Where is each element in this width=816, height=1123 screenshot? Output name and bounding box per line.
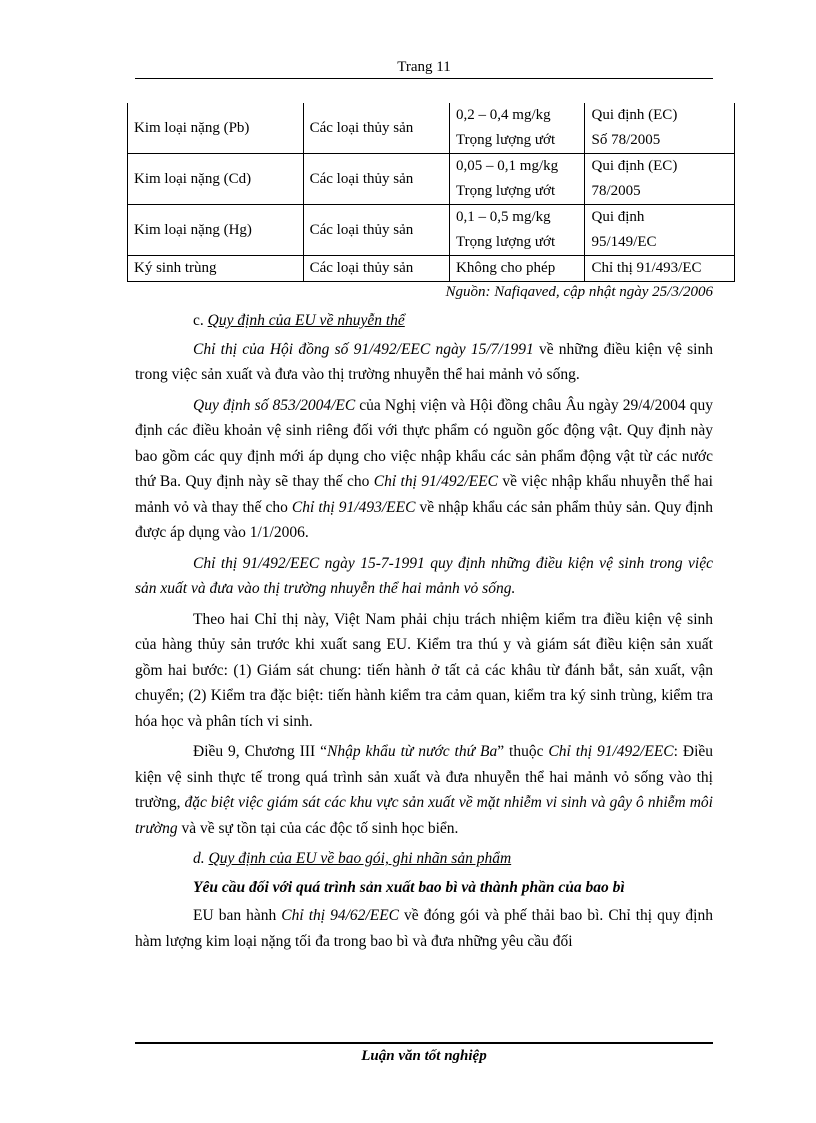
paragraph-text: Điều 9, Chương III “ [193,743,328,760]
limit-basis: Trọng lượng ướt [456,132,556,148]
regulation-cell [585,205,735,256]
paragraph-article-9 [135,739,713,841]
paragraph-directive-94-62 [135,903,713,954]
paragraph-text: Theo hai Chỉ thị này, Việt Nam phải chịu trách nhiệm kiểm tra điều kiện vệ sinh của hàng thủy sản trước khi xuất sang EU. Kiểm tra thú y và giám sát điều kiện sản xuất gồm hai bước: (1) Giám sát chung: tiến hành ở tất cả các khâu từ đánh bắt, sản xuất, vận chuyển; (2) Kiểm tra đặc biệt: tiến hành kiểm tra cảm quan, kiểm tra ký sinh trùng, kiểm tra hóa học và phân tích vi sinh. [135,610,713,730]
paragraph-directive-91-492 [135,337,713,388]
paragraph-text: về việc nhập khẩu nhuyễn thể hai mảnh vỏ và thay thế cho [135,473,713,516]
regulation-cell [585,103,735,154]
limit-basis: Trọng lượng ướt [456,183,556,199]
subsection-heading [135,875,713,901]
paragraph-text: về những điều kiện vệ sinh trong việc sản xuất và đưa vào thị trường nhuyễn thể hai mảnh vỏ sống. [135,340,713,383]
table-row [128,103,735,154]
directive-summary: Chỉ thị 91/492/EEC ngày 15-7-1991 quy định những điều kiện vệ sinh trong việc sản xuất và đưa vào thị trường nhuyễn thể hai mảnh vỏ sống. [135,554,713,597]
product-cell: Các loại thủy sản [303,256,449,282]
table-row [128,205,735,256]
product-cell: Các loại thủy sản [303,205,449,256]
page-footer [135,1042,713,1068]
limit-cell [450,205,585,256]
substance-cell: Kim loại nặng (Cd) [128,154,304,205]
footer-label: Luận văn tốt nghiệp [361,1048,487,1064]
paragraph-text: về nhập khẩu các sản phẩm thủy sản. Quy định được áp dụng vào 1/1/2006. [135,498,713,541]
directive-reference: Chỉ thị 91/492/EEC [548,743,674,760]
regulation-line-2: Số 78/2005 [591,132,661,148]
section-d-prefix: d. [193,850,209,867]
directive-reference: Chỉ thị 91/492/EEC [373,473,498,490]
table-row [128,256,735,282]
contaminant-limits-table [127,103,735,282]
chapter-title: Nhập khẩu từ nước thứ Ba [327,743,498,760]
section-d-title: Quy định của EU về bao gói, ghi nhãn sản phẩm [208,850,512,867]
regulation-line-1: Qui định (EC) [591,158,678,174]
substance-cell: Kim loại nặng (Hg) [128,205,304,256]
section-c-prefix: c. [193,312,208,329]
paragraph-regulation-853 [135,393,713,546]
substance-cell: Kim loại nặng (Pb) [128,103,304,154]
regulation-cell: Chỉ thị 91/493/EC [585,256,735,282]
section-c-title: Quy định của EU về nhuyễn thể [207,312,405,329]
paragraph-text: EU ban hành [193,907,282,924]
source-note: Nguồn: Nafiqaved, cập nhật ngày 25/3/2006 [445,284,713,300]
limit-basis: Trọng lượng ướt [456,234,556,250]
limit-value: 0,1 – 0,5 mg/kg [456,209,551,225]
section-c-heading [135,308,713,334]
directive-reference: Chỉ thị của Hội đồng số 91/492/EEC ngày 15/7/1991 [193,340,534,358]
product-cell: Các loại thủy sản [303,154,449,205]
page-number: Trang 11 [397,59,451,75]
directive-reference: Chỉ thị 94/62/EEC [281,907,399,924]
limit-value: 0,05 – 0,1 mg/kg [456,158,559,174]
regulation-line-2: 95/149/EC [591,234,657,250]
limit-value: 0,2 – 0,4 mg/kg [456,107,551,123]
product-cell: Các loại thủy sản [303,103,449,154]
paragraph-vietnam-responsibility [135,607,713,735]
regulation-cell [585,154,735,205]
regulation-line-2: 78/2005 [591,183,641,199]
limit-cell [450,154,585,205]
substance-cell: Ký sinh trùng [128,256,304,282]
regulation-reference: Quy định số 853/2004/EC [193,396,356,414]
table-row [128,154,735,205]
page-header [135,56,713,79]
subsection-title: Yêu cầu đối với quá trình sản xuất bao bì và thành phần của bao bì [193,878,625,896]
paragraph-directive-summary [135,551,713,602]
paragraph-text: ” thuộc [497,743,549,760]
regulation-line-1: Qui định [591,209,645,225]
directive-reference: Chỉ thị 91/493/EEC [291,498,416,516]
limit-cell [450,103,585,154]
paragraph-text: về đóng gói và phế thải bao bì. Chỉ thị quy định hàm lượng kim loại nặng tối đa trong bao bì và đưa những yêu cầu đối [135,907,713,950]
paragraph-text: của Nghị viện và Hội đồng châu Âu ngày 29/4/2004 quy định các điều khoản vệ sinh riêng đối với thực phẩm có nguồn gốc động vật. Quy định này bao gồm các quy định mới áp dụng cho việc nhập khẩu các sản phẩm động vật từ các nước thứ Ba. Quy định này sẽ thay thế cho [135,396,713,490]
body-text [135,308,713,959]
paragraph-text: và về sự tồn tại của các độc tố sinh học biển. [177,819,459,837]
limit-cell: Không cho phép [450,256,585,282]
paragraph-text: : Điều kiện vệ sinh thực tế trong quá trình sản xuất và đưa nhuyễn thể hai mảnh vỏ sống vào thị trường, [135,743,714,811]
regulation-line-1: Qui định (EC) [591,107,678,123]
emphasis-text: đặc biệt việc giám sát các khu vực sản xuất về mặt nhiễm vi sinh và gây ô nhiễm môi trường [135,794,713,837]
section-d-heading [135,846,713,872]
